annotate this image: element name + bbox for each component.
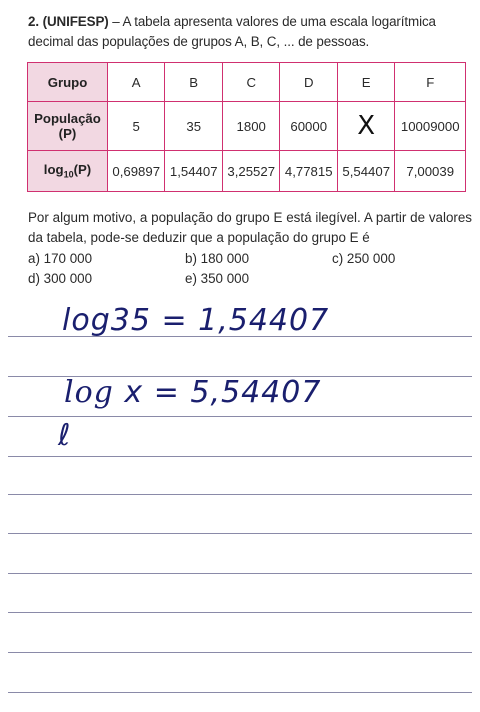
question-prompt: – A tabela apresenta valores de uma escala logarítmica decimal das populações de grupos A, B, C, ... de pessoas. <box>28 14 436 49</box>
ruled-line <box>8 456 472 457</box>
option-a: a) 170 000 <box>28 251 93 266</box>
ruled-line <box>8 573 472 574</box>
problem-paragraph: Por algum motivo, a população do grupo E está ilegível. A partir de valores da tabela, pode-se deduzir que a população do grupo E é <box>28 210 472 245</box>
table-header-cell: C <box>222 63 280 102</box>
handwritten-x-cell <box>337 102 395 151</box>
option-e: e) 350 000 <box>185 271 250 286</box>
table-cell: 35 <box>165 102 223 151</box>
table-header-cell: E <box>337 63 395 102</box>
log-row-label: $\log_{10}(P)$ <box>28 151 108 192</box>
handwritten-x-mark: X <box>357 111 376 141</box>
table-cell: 10009000 <box>395 102 466 151</box>
question-source: (UNIFESP) <box>42 14 109 29</box>
option-d: d) 300 000 <box>28 271 93 286</box>
table-cell: 1800 <box>222 102 280 151</box>
table-cell: 7,00039 <box>395 151 466 192</box>
table-header-row <box>28 63 466 102</box>
table-cell: 0,69897 <box>107 151 165 192</box>
ruled-line <box>8 612 472 613</box>
population-row-label <box>28 102 108 151</box>
ruled-line <box>8 416 472 417</box>
option-c: c) 250 000 <box>332 251 396 266</box>
ruled-line <box>8 652 472 653</box>
ruled-line <box>8 692 472 693</box>
ruled-line <box>8 533 472 534</box>
table-header-cell: B <box>165 63 223 102</box>
population-label-line2: (P) <box>58 126 77 141</box>
table-cell: 5,54407 <box>337 151 395 192</box>
table-header-cell: D <box>280 63 338 102</box>
table-cell: 3,25527 <box>222 151 280 192</box>
table-row-population <box>28 102 466 151</box>
handwritten-line-1: log35 = 1,54407 <box>62 303 330 338</box>
question-number: 2. <box>28 14 39 29</box>
handwritten-line-2: log x = 5,54407 <box>64 375 322 410</box>
handwritten-line-3: ℓ <box>58 418 72 453</box>
population-table <box>27 62 466 192</box>
table-header-cell: Grupo <box>28 63 108 102</box>
table-cell: 60000 <box>280 102 338 151</box>
table-cell: 4,77815 <box>280 151 338 192</box>
population-label-line1: População <box>34 111 101 126</box>
table-header-cell: F <box>395 63 466 102</box>
table-row-log <box>28 151 466 192</box>
table-header-cell: A <box>107 63 165 102</box>
ruled-line <box>8 494 472 495</box>
table-cell: 1,54407 <box>165 151 223 192</box>
option-b: b) 180 000 <box>185 251 250 266</box>
question-statement <box>28 12 472 52</box>
table-cell: 5 <box>107 102 165 151</box>
